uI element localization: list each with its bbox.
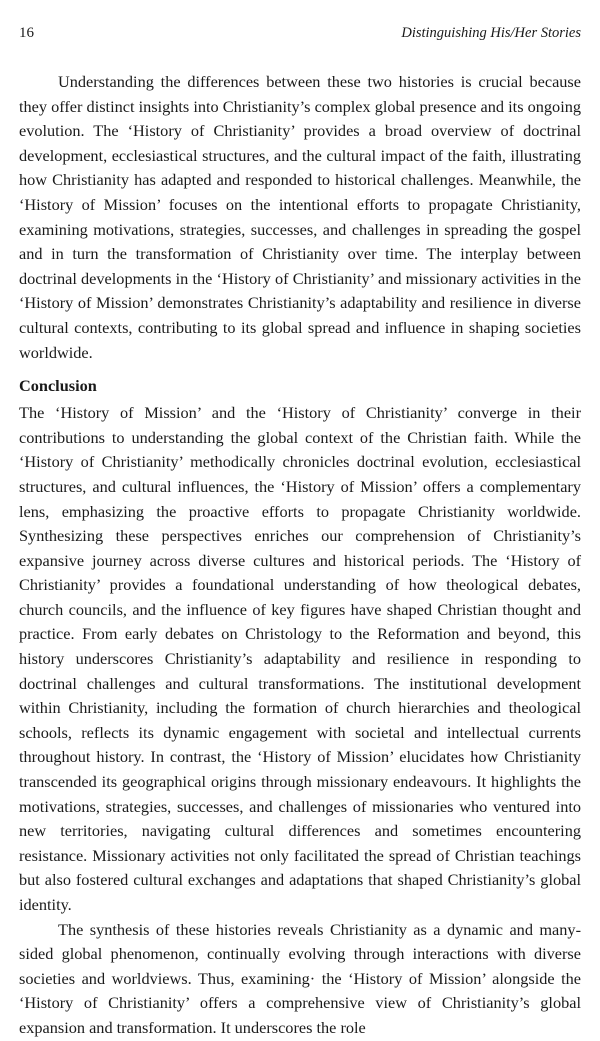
- paragraph-3: The synthesis of these histories reveals Christianity as a dynamic and many-sided global phenomenon, continually evolving through interactions with diverse societies and worldviews. Thus, examining· the ‘History of Mission’ alongside the ‘History of Christianity’ offers a comprehensive view of Christianity’s global expansion and transformation. It underscores the role: [19, 919, 581, 1037]
- section-heading-conclusion: Conclusion: [19, 376, 97, 396]
- paragraph-2: The ‘History of Mission’ and the ‘History of Christianity’ converge in their contributions to understanding the global context of the Christian faith. While the ‘History of Christianity’ methodically chronicles doctrinal evolution, ecclesiastical structures, and cultural influences, the ‘History of Mission’ offers a complementary lens, emphasizing the proactive efforts to propagate Christianity worldwide. Synthesizing these perspectives enriches our comprehension of Christianity’s expansive journey across diverse cultures and historical periods. The ‘History of Christianity’ provides a foundational understanding of how theological debates, church councils, and the influence of key figures have shaped Christian thought and practice. From early debates on Christology to the Reformation and beyond, this history underscores Christianity’s adaptability and resilience in responding to doctrinal challenges and cultural transformations. The institutional development within Christianity, including the formation of church hierarchies and theological schools, reflects its dynamic engagement with societal and intellectual currents throughout history. In contrast, the ‘History of Mission’ elucidates how Christianity transcended its geographical origins through missionary endeavours. It highlights the motivations, strategies, successes, and challenges of missionaries who ventured into new territories, navigating cultural differences and sometimes encountering resistance. Missionary activities not only facilitated the spread of Christian teachings but also fostered cultural exchanges and adaptations that shaped Christianity’s global identity.: [19, 403, 581, 914]
- running-head: [19, 24, 581, 42]
- running-title: Distinguishing His/Her Stories: [401, 25, 581, 41]
- paragraph-1: Understanding the differences between these two histories is crucial because they offer distinct insights into Christianity’s complex global presence and its ongoing evolution. The ‘History of Christianity’ provides a broad overview of doctrinal development, ecclesiastical structures, and the cultural impact of the faith, illustrating how Christianity has adapted and responded to historical challenges. Meanwhile, the ‘History of Mission’ focuses on the intentional efforts to propagate Christianity, examining motivations, strategies, successes, and challenges in spreading the gospel and in turn the transformation of Christianity over time. The interplay between doctrinal developments in the ‘History of Christianity’ and missionary activities in the ‘History of Mission’ demonstrates Christianity’s adaptability and resilience in diverse cultural contexts, contributing to its global spread and influence in shaping societies worldwide.: [19, 72, 581, 362]
- body-text: [19, 70, 581, 1041]
- page-number: 16: [19, 25, 34, 41]
